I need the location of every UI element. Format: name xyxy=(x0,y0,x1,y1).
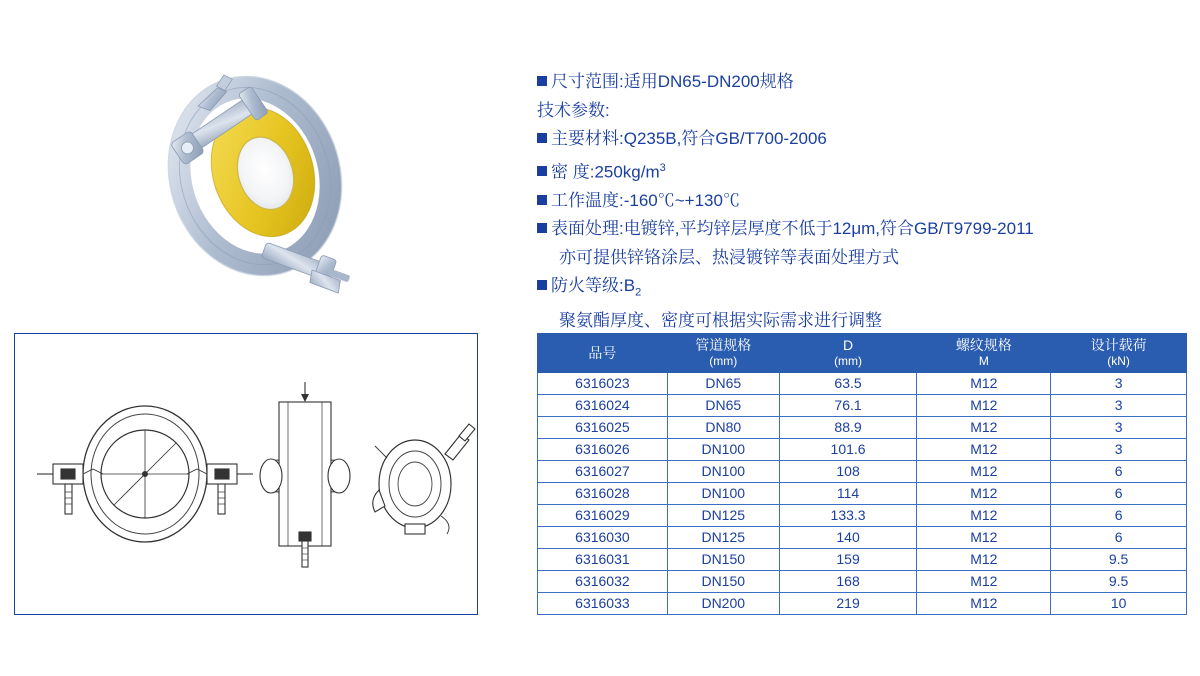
cell-load: 6 xyxy=(1051,527,1187,549)
bullet-square-icon xyxy=(537,76,547,86)
technical-drawing-image xyxy=(15,334,476,613)
cell-load: 3 xyxy=(1051,395,1187,417)
spec-text: 密 度:250kg/m xyxy=(551,162,660,182)
spec-line-6 xyxy=(537,215,1187,244)
cell-thread: M12 xyxy=(917,373,1051,395)
cell-d: 101.6 xyxy=(779,439,917,461)
cell-pipe-size: DN65 xyxy=(667,395,779,417)
cell-pipe-size: DN125 xyxy=(667,505,779,527)
spec-text: 表面处理:电镀锌,平均锌层厚度不低于12μm,符合GB/T9799-2011 xyxy=(551,219,1034,239)
spec-text: 尺寸范围:适用DN65-DN200规格 xyxy=(551,72,794,91)
cell-pipe-size: DN100 xyxy=(667,461,779,483)
cell-d: 76.1 xyxy=(779,395,917,417)
table-row xyxy=(538,373,1187,395)
cell-thread: M12 xyxy=(917,417,1051,439)
cell-pipe-size: DN150 xyxy=(667,571,779,593)
cell-thread: M12 xyxy=(917,439,1051,461)
header-label: 设计载荷 xyxy=(1090,337,1147,353)
cell-load: 10 xyxy=(1051,593,1187,615)
column-header-part-number xyxy=(538,334,668,373)
table-row xyxy=(538,505,1187,527)
specification-list xyxy=(537,68,1187,336)
header-label: 品号 xyxy=(588,345,617,361)
spec-text: 聚氨酯厚度、密度可根据实际需求进行调整 xyxy=(559,311,882,331)
cell-d: 159 xyxy=(779,549,917,571)
table-row xyxy=(538,593,1187,615)
cell-load: 3 xyxy=(1051,417,1187,439)
table-row xyxy=(538,461,1187,483)
cell-pipe-size: DN200 xyxy=(667,593,779,615)
cell-load: 6 xyxy=(1051,483,1187,505)
cell-d: 168 xyxy=(779,571,917,593)
cell-load: 6 xyxy=(1051,505,1187,527)
cell-d: 108 xyxy=(779,461,917,483)
cell-pipe-size: DN65 xyxy=(667,373,779,395)
cell-part-number: 6316026 xyxy=(538,439,668,461)
spec-text: 工作温度:-160℃~+130℃ xyxy=(551,190,740,210)
spec-text: 亦可提供锌铬涂层、热浸镀锌等表面处理方式 xyxy=(559,247,899,267)
spec-line-3 xyxy=(537,125,1187,154)
cell-load: 3 xyxy=(1051,373,1187,395)
cell-thread: M12 xyxy=(917,395,1051,417)
header-unit: (mm) xyxy=(834,354,863,368)
spec-text: 技术参数: xyxy=(537,100,610,120)
cell-pipe-size: DN125 xyxy=(667,527,779,549)
header-unit: (mm) xyxy=(709,354,738,368)
table-body xyxy=(538,373,1187,615)
product-photo xyxy=(30,14,510,314)
cell-d: 219 xyxy=(779,593,917,615)
technical-drawing-box xyxy=(14,333,478,615)
table-row xyxy=(538,549,1187,571)
spec-text: 防火等级:B xyxy=(551,276,636,296)
cell-thread: M12 xyxy=(917,505,1051,527)
header-label: D xyxy=(842,337,854,353)
cell-part-number: 6316032 xyxy=(538,571,668,593)
cell-pipe-size: DN150 xyxy=(667,549,779,571)
cell-load: 9.5 xyxy=(1051,549,1187,571)
table-row xyxy=(538,417,1187,439)
table-row xyxy=(538,483,1187,505)
cell-pipe-size: DN100 xyxy=(667,483,779,505)
column-header-d xyxy=(779,334,917,373)
cell-thread: M12 xyxy=(917,527,1051,549)
product-photo-image xyxy=(30,14,510,314)
cell-part-number: 6316030 xyxy=(538,527,668,549)
header-unit: M xyxy=(978,354,989,368)
bullet-square-icon xyxy=(537,223,547,233)
cell-part-number: 6316023 xyxy=(538,373,668,395)
bullet-square-icon xyxy=(537,280,547,290)
column-header-design-load xyxy=(1051,334,1187,373)
cell-d: 63.5 xyxy=(779,373,917,395)
bullet-square-icon xyxy=(537,133,547,143)
column-header-thread-spec xyxy=(917,334,1051,373)
spec-line-2 xyxy=(537,97,1187,126)
spec-text: 主要材料:Q235B,符合GB/T700-2006 xyxy=(551,129,827,148)
cell-pipe-size: DN80 xyxy=(667,417,779,439)
table-row xyxy=(538,395,1187,417)
cell-load: 9.5 xyxy=(1051,571,1187,593)
cell-pipe-size: DN100 xyxy=(667,439,779,461)
cell-load: 3 xyxy=(1051,439,1187,461)
cell-part-number: 6316025 xyxy=(538,417,668,439)
cell-d: 140 xyxy=(779,527,917,549)
cell-part-number: 6316024 xyxy=(538,395,668,417)
cell-part-number: 6316028 xyxy=(538,483,668,505)
header-label: 管道规格 xyxy=(695,337,752,353)
specification-table-container xyxy=(537,333,1187,615)
cell-d: 114 xyxy=(779,483,917,505)
cell-part-number: 6316029 xyxy=(538,505,668,527)
cell-d: 88.9 xyxy=(779,417,917,439)
column-header-pipe-size xyxy=(667,334,779,373)
spec-line-8 xyxy=(537,272,1187,307)
specification-table xyxy=(537,333,1187,615)
table-row xyxy=(538,527,1187,549)
cell-load: 6 xyxy=(1051,461,1187,483)
spec-line-7 xyxy=(537,244,1187,273)
bullet-square-icon xyxy=(537,166,547,176)
cell-thread: M12 xyxy=(917,571,1051,593)
cell-part-number: 6316031 xyxy=(538,549,668,571)
bullet-square-icon xyxy=(537,195,547,205)
cell-thread: M12 xyxy=(917,461,1051,483)
table-header-row xyxy=(538,334,1187,373)
cell-thread: M12 xyxy=(917,593,1051,615)
table-row xyxy=(538,571,1187,593)
cell-thread: M12 xyxy=(917,483,1051,505)
spec-line-1 xyxy=(537,68,1187,97)
cell-d: 133.3 xyxy=(779,505,917,527)
cell-part-number: 6316033 xyxy=(538,593,668,615)
spec-line-5 xyxy=(537,187,1187,216)
spec-superscript: 3 xyxy=(659,161,666,174)
spec-subscript: 2 xyxy=(635,286,642,299)
header-label: 螺纹规格 xyxy=(955,337,1012,353)
table-row xyxy=(538,439,1187,461)
cell-thread: M12 xyxy=(917,549,1051,571)
header-unit: (kN) xyxy=(1107,354,1130,368)
spec-line-9 xyxy=(537,307,1187,336)
spec-line-4 xyxy=(537,154,1187,187)
cell-part-number: 6316027 xyxy=(538,461,668,483)
